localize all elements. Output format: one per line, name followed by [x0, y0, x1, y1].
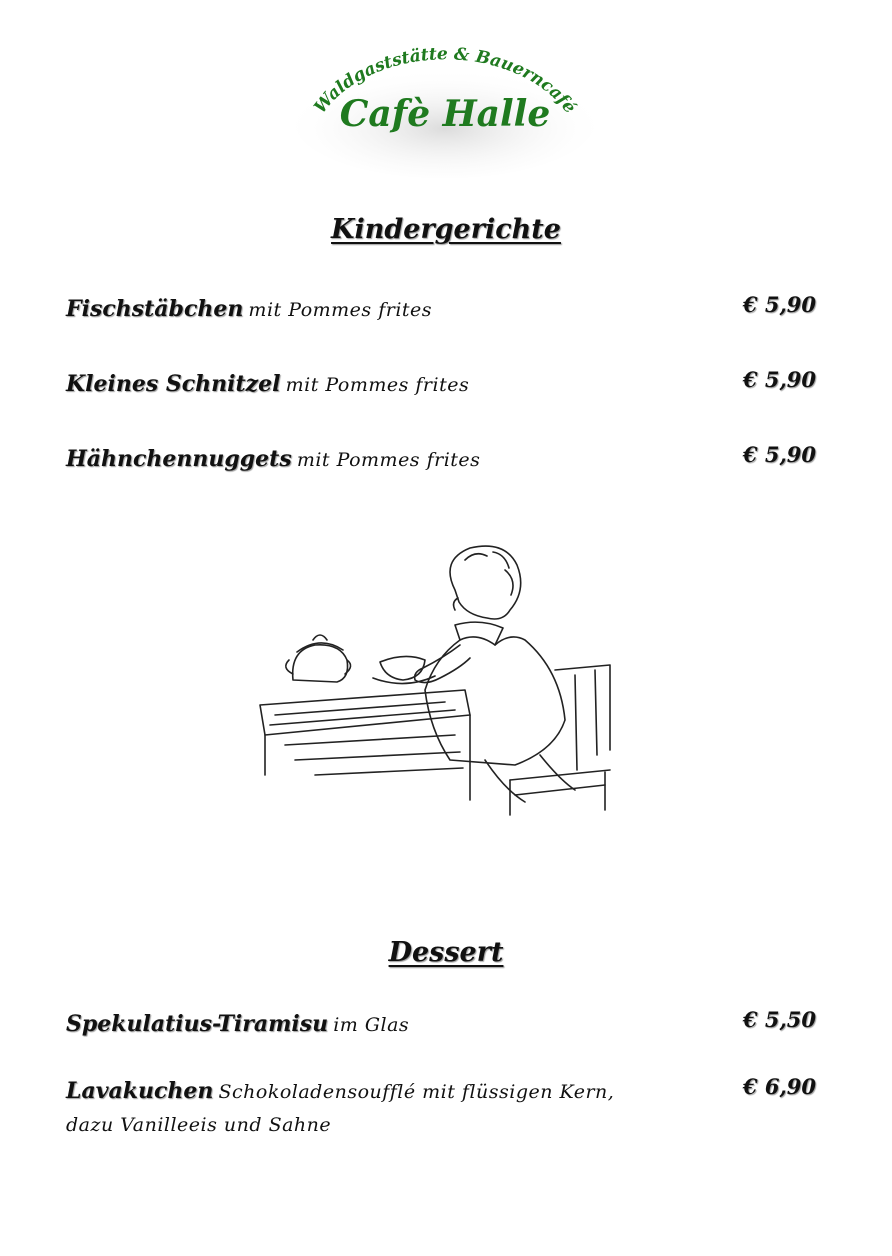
- menu-item: [66, 296, 826, 322]
- menu-item: [66, 1078, 826, 1136]
- child-at-table-icon: [255, 540, 615, 820]
- section-title-kindergerichte: Kindergerichte: [331, 214, 561, 245]
- logo-arc-text: Waldgaststätte & Bauerncafé: [310, 44, 580, 118]
- item-price: € 6,90: [742, 1074, 816, 1099]
- item-price: € 5,50: [742, 1007, 816, 1032]
- logo-name: Cafè Halle: [339, 93, 551, 135]
- cafe-halle-logo: [290, 28, 600, 178]
- item-description: mit Pommes frites: [285, 374, 470, 396]
- item-name: Kleines Schnitzel: [66, 371, 281, 397]
- item-description: mit Pommes frites: [296, 449, 481, 471]
- menu-item: [66, 371, 826, 397]
- item-name: Fischstäbchen: [66, 296, 244, 322]
- item-price: € 5,90: [742, 367, 816, 392]
- item-price: € 5,90: [742, 292, 816, 317]
- menu-item: [66, 1011, 826, 1037]
- item-description-line-2: dazu Vanilleeis und Sahne: [66, 1114, 332, 1136]
- item-name: Lavakuchen: [66, 1078, 214, 1104]
- item-price: € 5,90: [742, 442, 816, 467]
- item-name: Spekulatius-Tiramisu: [66, 1011, 329, 1037]
- item-description: im Glas: [333, 1014, 410, 1036]
- item-description: Schokoladensoufflé mit flüssigen Kern,: [218, 1081, 615, 1103]
- item-description: mit Pommes frites: [248, 299, 433, 321]
- menu-item: [66, 446, 826, 472]
- item-name: Hähnchennuggets: [66, 446, 292, 472]
- section-title-dessert: Dessert: [388, 937, 504, 968]
